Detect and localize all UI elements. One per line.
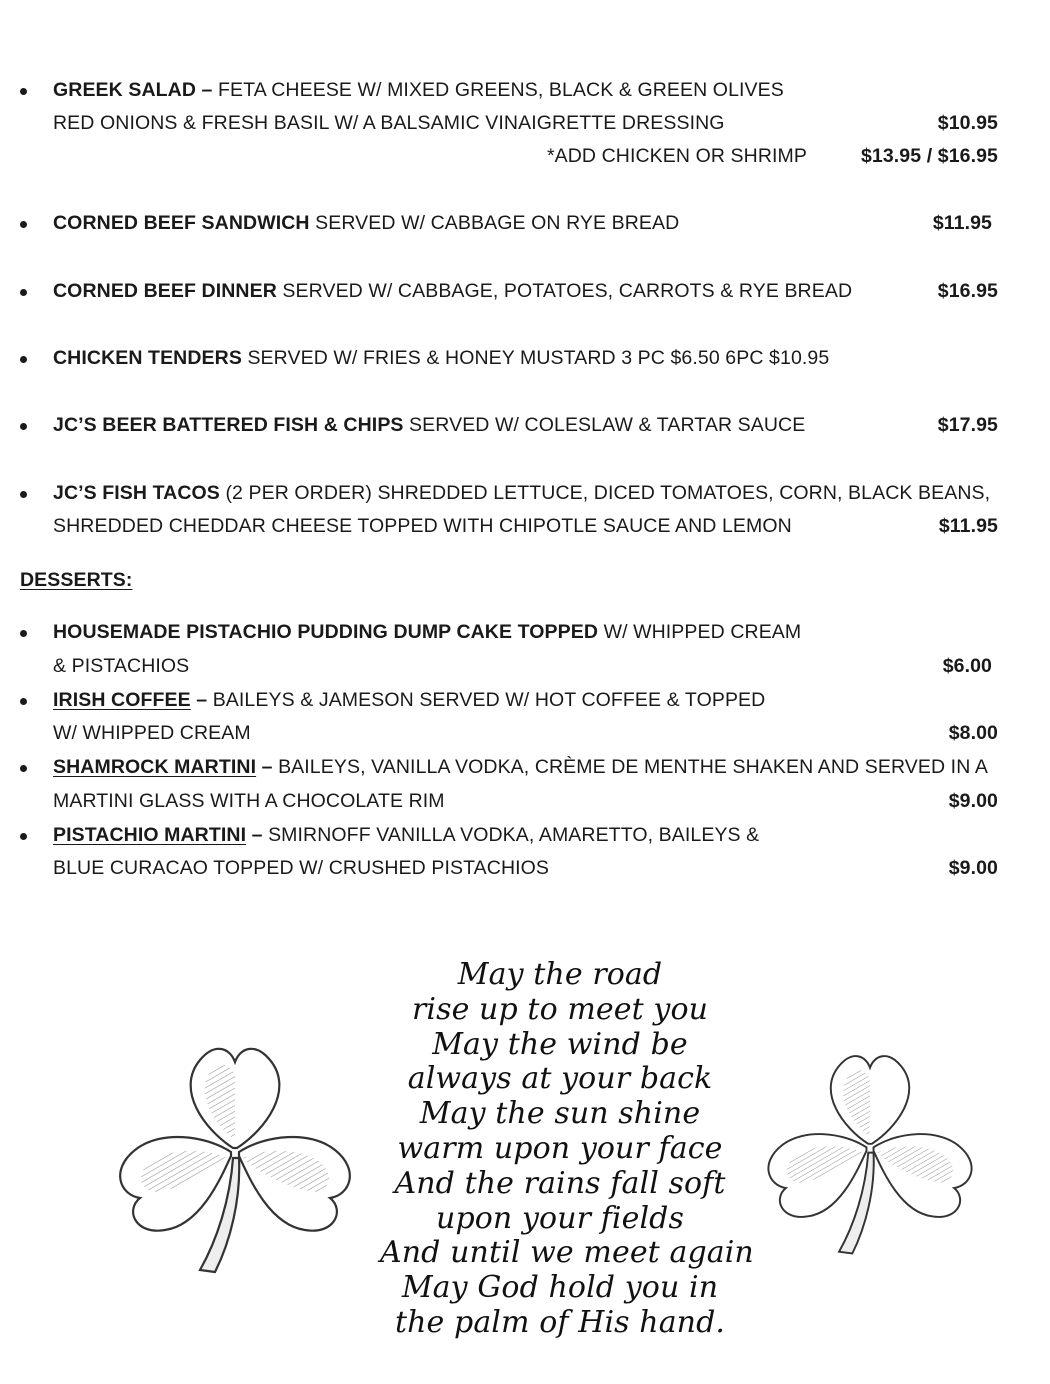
item-description: SERVED W/ CABBAGE, POTATOES, CARROTS & RYE BREAD — [276, 280, 853, 302]
greek-salad-line-1 — [53, 79, 784, 102]
item-description: (2 PER ORDER) SHREDDED LETTUCE, DICED TOMATOES, CORN, BLACK BEANS, — [219, 482, 991, 504]
item-separator: – — [246, 824, 269, 846]
irish-coffee-line-2: W/ WHIPPED CREAM — [53, 722, 251, 744]
item-description: SERVED W/ CABBAGE ON RYE BREAD — [309, 212, 680, 234]
shamrock-icon — [755, 1030, 985, 1270]
item-separator: – — [256, 756, 279, 778]
bullet-icon — [20, 289, 27, 296]
item-description: W/ WHIPPED CREAM — [598, 621, 802, 643]
poem-line: May the sun shine — [419, 1096, 701, 1132]
shamrock-icon — [105, 1030, 365, 1280]
item-description: BAILEYS & JAMESON SERVED W/ HOT COFFEE & TOPPED — [212, 689, 766, 711]
bullet-icon — [20, 765, 27, 772]
poem-line: And until we meet again — [380, 1235, 754, 1271]
poem-line: May the wind be — [432, 1026, 688, 1062]
irish-coffee-line-1 — [53, 689, 765, 712]
item-description: SERVED W/ COLESLAW & TARTAR SAUCE — [403, 414, 806, 436]
bullet-icon — [20, 491, 27, 498]
fish-and-chips-line — [53, 414, 805, 437]
item-name: CORNED BEEF DINNER — [53, 280, 277, 302]
dump-cake-price: $6.00 — [942, 655, 992, 677]
poem-line: May God hold you in — [401, 1270, 719, 1306]
item-name: GREEK SALAD — [53, 79, 197, 101]
bullet-icon — [20, 356, 27, 363]
fish-tacos-line-1 — [53, 482, 990, 505]
corned-beef-dinner-price: $16.95 — [937, 280, 998, 302]
poem-line: warm upon your face — [397, 1130, 723, 1166]
shamrock-martini-price: $9.00 — [948, 790, 998, 812]
item-description: SERVED W/ FRIES & HONEY MUSTARD 3 PC $6.50 6PC $10.95 — [241, 347, 830, 369]
pistachio-martini-line-2: BLUE CURACAO TOPPED W/ CRUSHED PISTACHIOS — [53, 857, 550, 879]
bullet-icon — [20, 630, 27, 637]
item-separator: – — [190, 689, 213, 711]
shamrock-martini-line-2: MARTINI GLASS WITH A CHOCOLATE RIM — [53, 790, 445, 812]
bullet-icon — [20, 833, 27, 840]
item-separator: – — [196, 79, 219, 101]
greek-salad-addon-price: $13.95 / $16.95 — [860, 145, 998, 167]
corned-beef-sandwich-line — [53, 212, 679, 235]
item-name: JC’S BEER BATTERED FISH & CHIPS — [53, 414, 404, 436]
item-name: JC’S FISH TACOS — [53, 482, 220, 504]
greek-salad-price: $10.95 — [937, 112, 998, 134]
irish-blessing-poem — [380, 957, 754, 1341]
fish-and-chips-price: $17.95 — [937, 414, 998, 436]
corned-beef-dinner-line — [53, 280, 852, 303]
poem-line: rise up to meet you — [411, 991, 709, 1027]
corned-beef-sandwich-price: $11.95 — [932, 212, 992, 234]
irish-coffee-price: $8.00 — [948, 722, 998, 744]
bullet-icon — [20, 698, 27, 705]
pistachio-martini-price: $9.00 — [948, 857, 998, 879]
dump-cake-line-2: & PISTACHIOS — [53, 655, 190, 677]
bullet-icon — [20, 423, 27, 430]
item-description: SMIRNOFF VANILLA VODKA, AMARETTO, BAILEYS & — [268, 824, 760, 846]
item-name: SHAMROCK MARTINI — [53, 756, 257, 778]
desserts-heading: DESSERTS: — [20, 569, 133, 591]
item-name: CHICKEN TENDERS — [53, 347, 242, 369]
poem-line: May the road — [457, 957, 663, 992]
item-name: HOUSEMADE PISTACHIO PUDDING DUMP CAKE TOPPED — [53, 621, 599, 643]
poem-line: upon your fields — [436, 1200, 684, 1236]
bullet-icon — [20, 88, 27, 95]
fish-tacos-price: $11.95 — [938, 515, 998, 537]
poem-line: always at your back — [407, 1061, 713, 1097]
pistachio-martini-line-1 — [53, 824, 759, 847]
item-name: IRISH COFFEE — [53, 689, 191, 711]
fish-tacos-line-2: SHREDDED CHEDDAR CHEESE TOPPED WITH CHIPOTLE SAUCE AND LEMON — [53, 515, 792, 537]
chicken-tenders-line — [53, 347, 829, 370]
poem-line: And the rains fall soft — [394, 1165, 726, 1201]
item-description: FETA CHEESE W/ MIXED GREENS, BLACK & GREEN OLIVES — [218, 79, 784, 101]
shamrock-martini-line-1 — [53, 756, 988, 779]
greek-salad-line-2: RED ONIONS & FRESH BASIL W/ A BALSAMIC VINAIGRETTE DRESSING — [53, 112, 725, 134]
item-name: PISTACHIO MARTINI — [53, 824, 247, 846]
dump-cake-line-1 — [53, 621, 801, 644]
poem-line: the palm of His hand. — [394, 1304, 726, 1340]
item-description: BAILEYS, VANILLA VODKA, CRÈME DE MENTHE SHAKEN AND SERVED IN A — [278, 756, 988, 778]
item-name: CORNED BEEF SANDWICH — [53, 212, 310, 234]
greek-salad-addon-label: *ADD CHICKEN OR SHRIMP — [546, 145, 807, 167]
bullet-icon — [20, 221, 27, 228]
